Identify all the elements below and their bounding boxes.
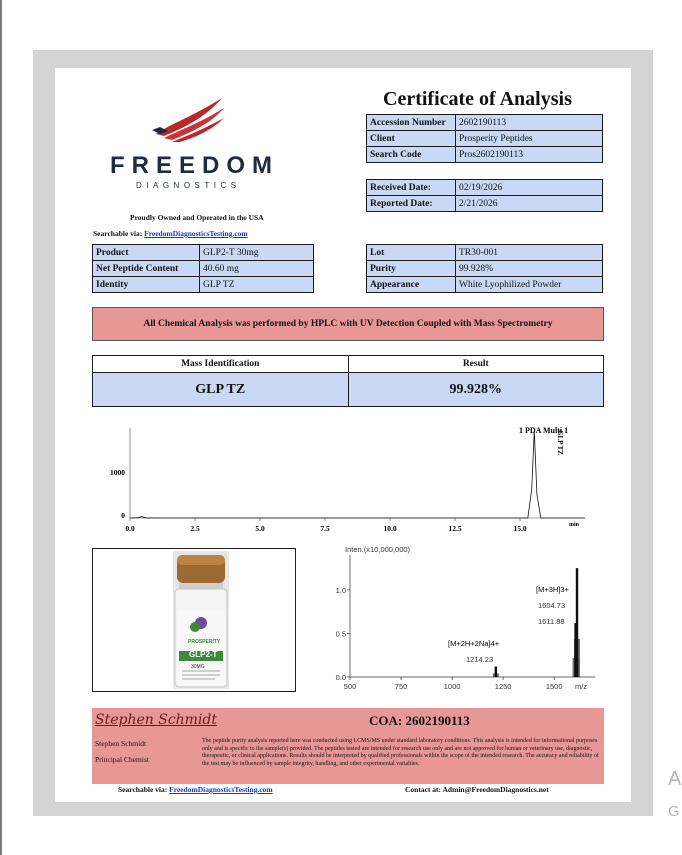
table-row: Search Code Pros2602190113 — [367, 147, 603, 163]
contact-email: Contact at: Admin@FreedomDiagnostics.net — [405, 785, 549, 794]
x-tick-label: 0.0 — [125, 524, 135, 533]
x-tick-label: 2.5 — [190, 524, 200, 533]
peak-annotation: [M+2H+2Na]4+ — [448, 639, 500, 648]
x-tick-label: 500 — [343, 682, 357, 691]
vial-photo — [92, 548, 296, 692]
logo-subtitle: DIAGNOSTICS — [136, 181, 241, 190]
signature: Stephen Schmidt — [95, 712, 218, 728]
peak-mz-label: 1604.73 — [538, 601, 566, 610]
table-row: Product GLP2-T 30mg — [93, 245, 314, 261]
dates-table — [366, 179, 603, 212]
window-left-border — [0, 0, 2, 855]
results-table — [92, 355, 604, 407]
accession-table — [366, 114, 603, 163]
vial-name: GLP2-T — [189, 650, 218, 659]
x-tick-label: 15.0 — [513, 524, 527, 533]
table-row: Identity GLP TZ — [93, 277, 314, 293]
coa-number: COA: 2602190113 — [369, 713, 470, 728]
table-row: Purity 99.928% — [367, 261, 603, 277]
x-tick-label: 750 — [394, 682, 408, 691]
table-header-row — [93, 356, 604, 373]
vial-dose: 30MG — [191, 664, 205, 670]
searchable-line-bottom: Searchable via: FreedomDiagnosticsTesting.com — [118, 785, 273, 794]
table-row: Client Prosperity Peptides — [367, 131, 603, 147]
chemist-role: Principal Chemist — [95, 755, 149, 764]
column-header: Mass Identification — [93, 356, 349, 373]
y-tick-label: 0 — [121, 511, 125, 520]
peak-annotation: [M+3H]3+ — [536, 585, 569, 594]
x-tick-label: 5.0 — [255, 524, 265, 533]
identity-result: GLP TZ — [93, 373, 349, 407]
website-link-top[interactable]: FreedomDiagnosticsTesting.com — [144, 229, 248, 238]
signature-panel — [92, 708, 604, 784]
x-tick-label: 1500 — [545, 682, 563, 691]
table-row: Appearance White Lyophilized Powder — [367, 277, 603, 293]
chemist-name: Stephen Schmidt — [95, 739, 147, 748]
peak-mz-label: 1214.23 — [466, 655, 494, 664]
searchable-line-top: Searchable via: FreedomDiagnosticsTesting.com — [93, 229, 248, 238]
peak-label: GLP TZ — [556, 430, 564, 455]
y-axis-title: Inten.(x10,000,000) — [345, 545, 411, 554]
website-link-bottom[interactable]: FreedomDiagnosticsTesting.com — [169, 785, 273, 794]
x-axis-title: m/z — [575, 682, 588, 691]
spectrum-peak-shoulder — [574, 639, 580, 677]
page-title: Certificate of Analysis — [383, 88, 572, 110]
edge-letter-g: G — [668, 803, 680, 820]
x-tick-label: 12.5 — [448, 524, 462, 533]
x-unit-label: min — [569, 522, 580, 528]
logo-wordmark: FREEDOM — [110, 152, 279, 179]
eagle-flag-logo-icon — [150, 96, 230, 147]
y-tick-label: 0.5 — [335, 629, 346, 639]
lot-table — [366, 244, 603, 293]
edge-letter-a: A — [668, 768, 682, 790]
x-tick-label: 7.5 — [320, 524, 330, 533]
hplc-chromatogram — [95, 420, 595, 540]
purity-result: 99.928% — [348, 373, 604, 407]
product-table — [92, 244, 314, 293]
x-tick-label: 10.0 — [383, 524, 397, 533]
x-tick-label: 1000 — [443, 682, 461, 691]
mass-spectrum-chart — [325, 543, 600, 693]
y-tick-label: 1000 — [110, 468, 125, 477]
column-header: Result — [348, 356, 604, 373]
table-row: Reported Date: 2/21/2026 — [367, 196, 603, 212]
owned-text: Proudly Owned and Operated in the USA — [130, 213, 264, 222]
table-row: Lot TR30-001 — [367, 245, 603, 261]
table-row: Accession Number 2602190113 — [367, 115, 603, 131]
peak-mz-label: 1611.88 — [538, 617, 565, 626]
chart-legend: 1 PDA Multi 1 — [519, 426, 569, 435]
spectrum-peak-shoulder — [493, 673, 499, 677]
x-tick-label: 1250 — [494, 682, 512, 691]
method-banner: All Chemical Analysis was performed by HPLC with UV Detection Coupled with Mass Spectrometry — [92, 307, 604, 341]
table-row: Received Date: 02/19/2026 — [367, 180, 603, 196]
vial-brand: PROSPERITY — [188, 639, 221, 645]
y-tick-label: 1.0 — [335, 585, 346, 595]
table-row — [93, 373, 604, 407]
series-line — [130, 430, 585, 518]
y-tick-label: 0.0 — [335, 673, 346, 682]
table-row: Net Peptide Content 40.60 mg — [93, 261, 314, 277]
disclaimer-text: The peptide purity analysis reported here was conducted using LCMS/MS under standard laboratory conditions. This analysis is intended for informational purposes only and is specific to the sample(s) provided. The peptides tested are intended for research use only and are not approved for human or veterinary use, diagnostic, therapeutic, or clinical applications. Results should be interpreted by qualified professionals within the scope of the intended research. The accuracy and reliability of the test may be influenced by sample integrity, handling, and other experimental variables. — [202, 738, 599, 767]
